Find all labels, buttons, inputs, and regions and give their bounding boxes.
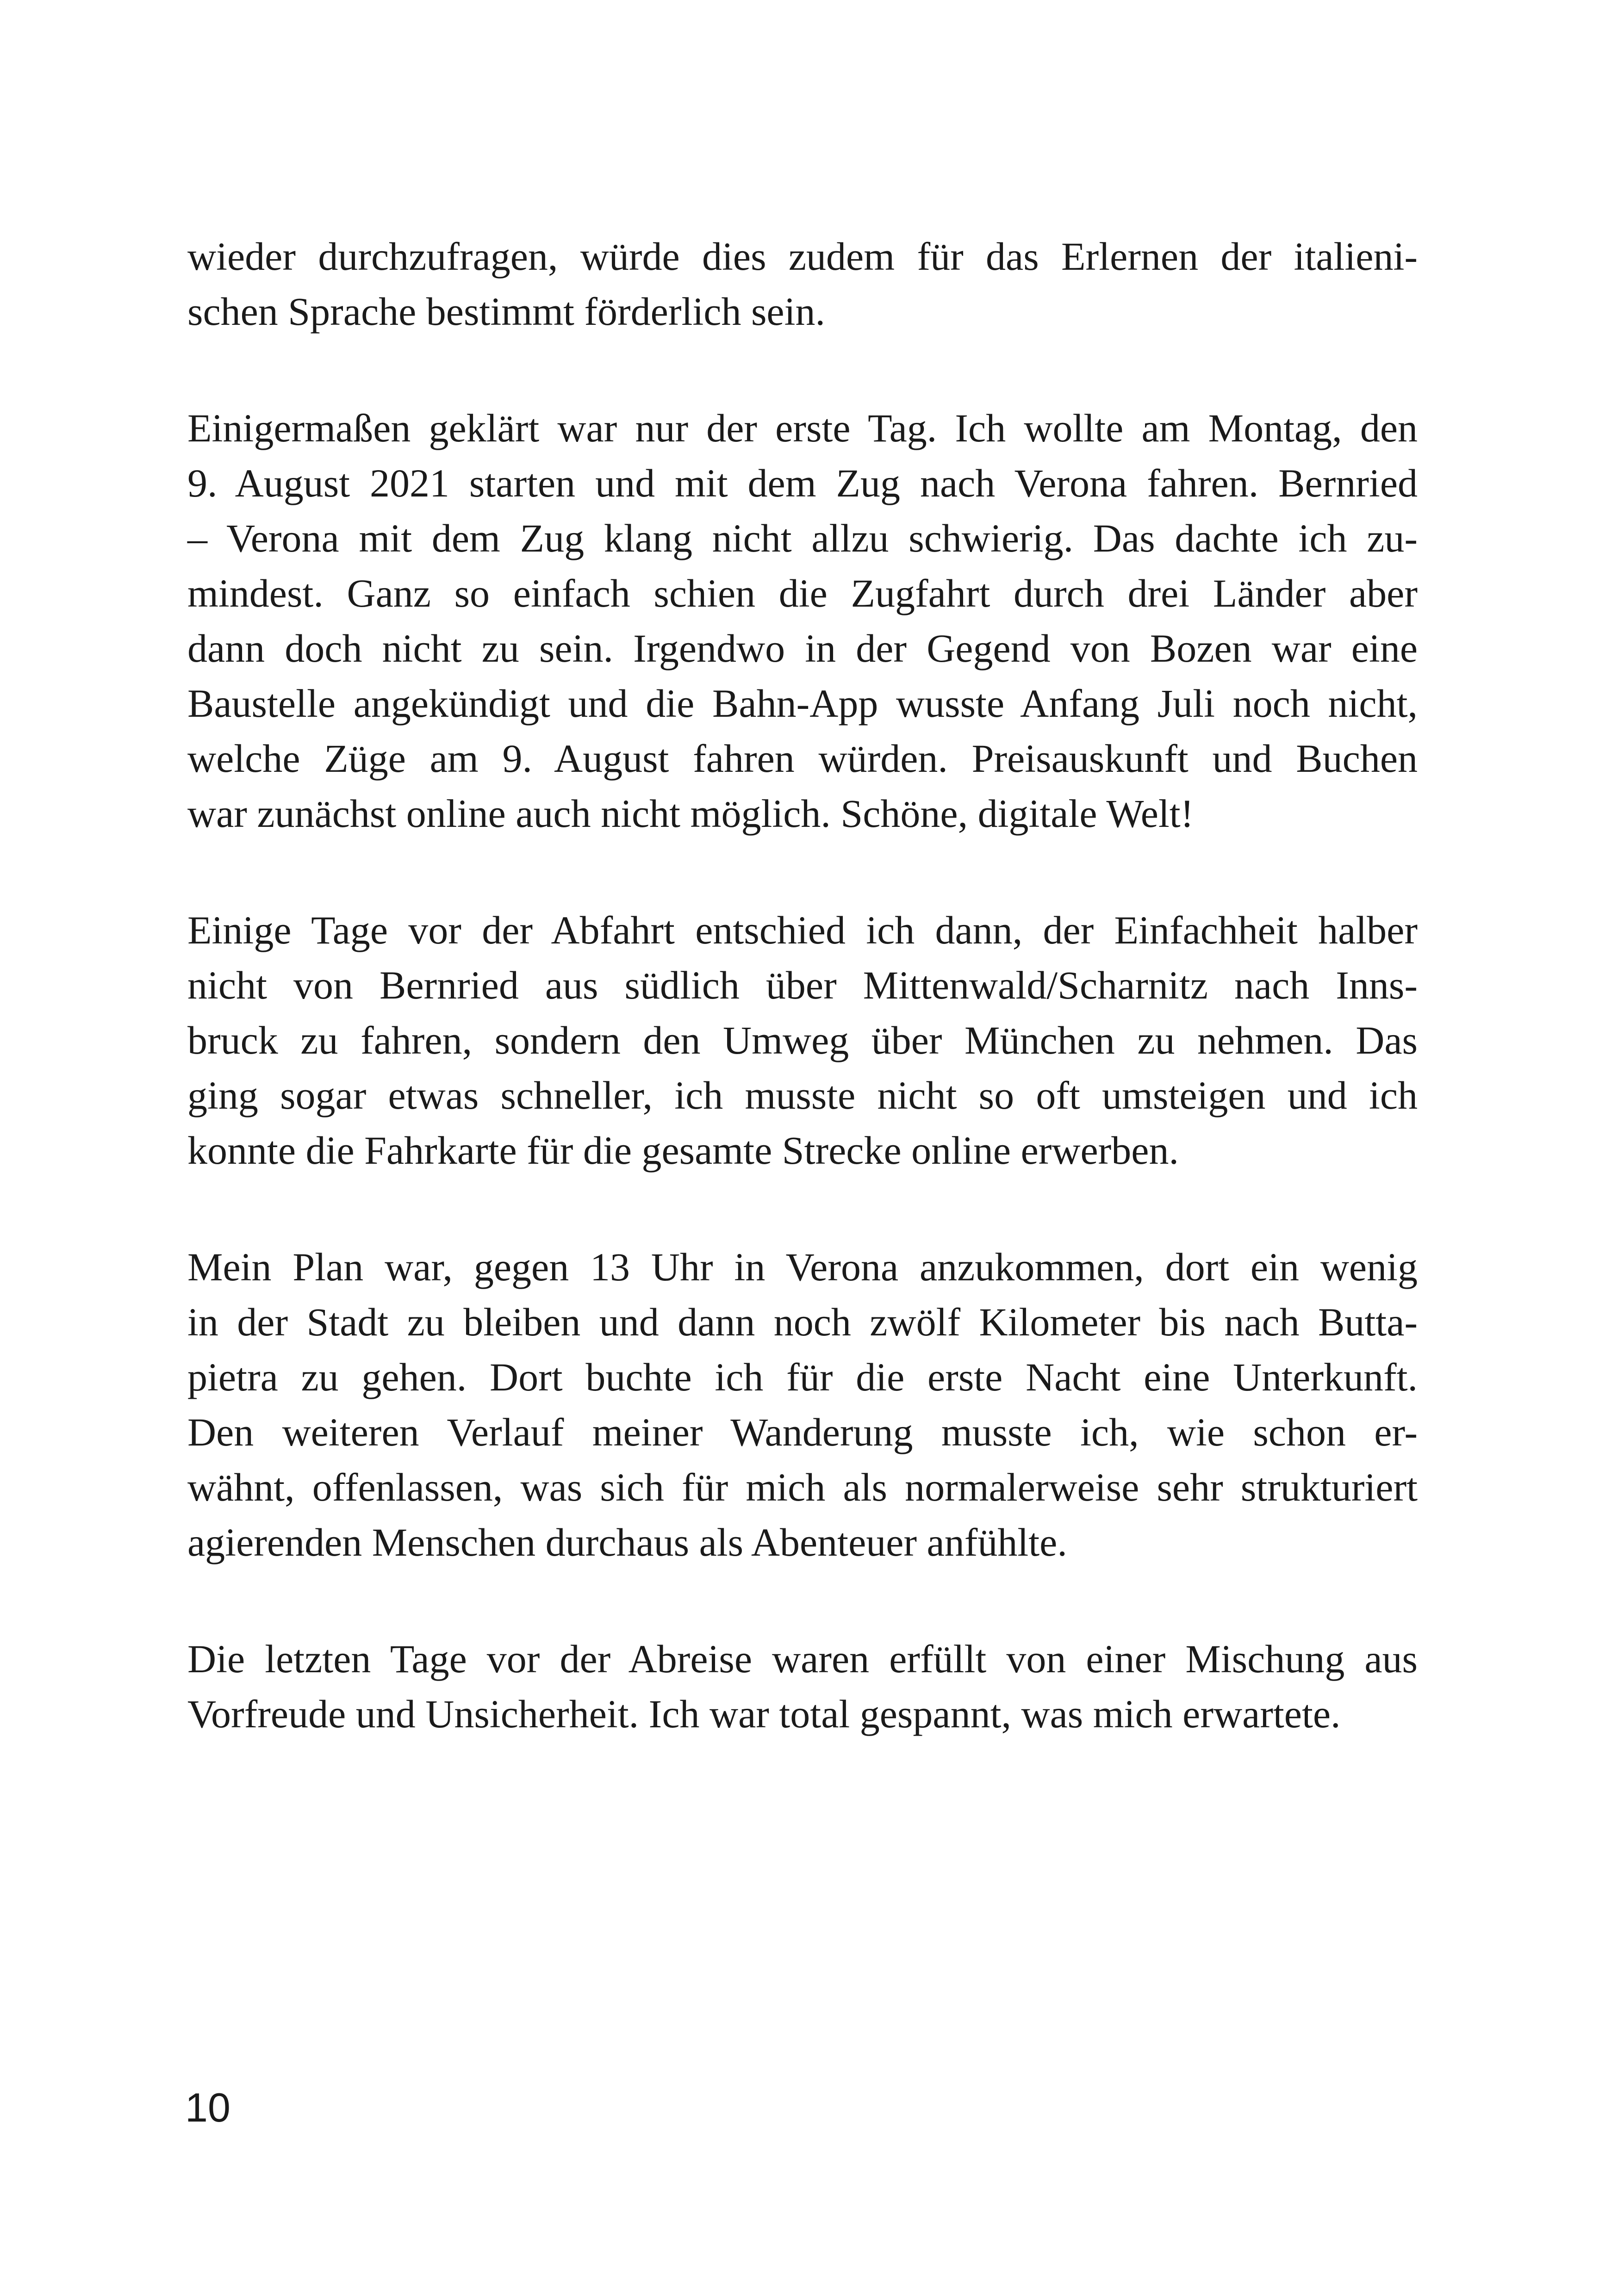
paragraph-1 — [187, 229, 1418, 339]
text-line: konnte die Fahrkarte für die gesamte Strecke online erwerben. — [187, 1128, 1179, 1173]
text-line: – Verona mit dem Zug klang nicht allzu schwierig. Das dachte ich zu- — [187, 516, 1418, 560]
text-line: Einigermaßen geklärt war nur der erste Tag. Ich wollte am Montag, den — [187, 406, 1418, 450]
text-line: wähnt, offenlassen, was sich für mich als normalerweise sehr strukturiert — [187, 1465, 1418, 1509]
paragraph-4 — [187, 1240, 1418, 1570]
text-line: dann doch nicht zu sein. Irgendwo in der Gegend von Bozen war eine — [187, 626, 1418, 670]
text-line: Die letzten Tage vor der Abreise waren erfüllt von einer Mischung aus — [187, 1637, 1418, 1681]
paragraph-5 — [187, 1632, 1418, 1742]
text-line: welche Züge am 9. August fahren würden. Preisauskunft und Buchen — [187, 736, 1418, 781]
text-line: agierenden Menschen durchaus als Abenteuer anfühlte. — [187, 1520, 1067, 1564]
text-line: bruck zu fahren, sondern den Umweg über München zu nehmen. Das — [187, 1018, 1418, 1062]
page-number: 10 — [185, 2085, 230, 2130]
text-line: Mein Plan war, gegen 13 Uhr in Verona anzukommen, dort ein wenig — [187, 1245, 1418, 1289]
text-line: in der Stadt zu bleiben und dann noch zwölf Kilometer bis nach Butta- — [187, 1300, 1418, 1344]
text-line: Baustelle angekündigt und die Bahn-App wusste Anfang Juli noch nicht, — [187, 681, 1418, 726]
text-line: nicht von Bernried aus südlich über Mittenwald/Scharnitz nach Inns- — [187, 963, 1418, 1007]
paragraph-2 — [187, 401, 1418, 841]
text-line: 9. August 2021 starten und mit dem Zug nach Verona fahren. Bernried — [187, 461, 1418, 505]
text-line: Vorfreude und Unsicherheit. Ich war total gespannt, was mich erwartete. — [187, 1692, 1341, 1736]
text-line: schen Sprache bestimmt förderlich sein. — [187, 289, 825, 334]
body-text — [187, 229, 1418, 1803]
text-line: Einige Tage vor der Abfahrt entschied ich dann, der Einfachheit halber — [187, 908, 1418, 952]
text-line: war zunächst online auch nicht möglich. Schöne, digitale Welt! — [187, 791, 1194, 836]
text-line: pietra zu gehen. Dort buchte ich für die erste Nacht eine Unterkunft. — [187, 1355, 1418, 1399]
text-line: mindest. Ganz so einfach schien die Zugfahrt durch drei Länder aber — [187, 571, 1418, 615]
text-line: wieder durchzufragen, würde dies zudem für das Erlernen der italieni- — [187, 234, 1418, 279]
text-line: ging sogar etwas schneller, ich musste nicht so oft umsteigen und ich — [187, 1073, 1418, 1117]
text-line: Den weiteren Verlauf meiner Wanderung musste ich, wie schon er- — [187, 1410, 1418, 1454]
paragraph-3 — [187, 903, 1418, 1178]
